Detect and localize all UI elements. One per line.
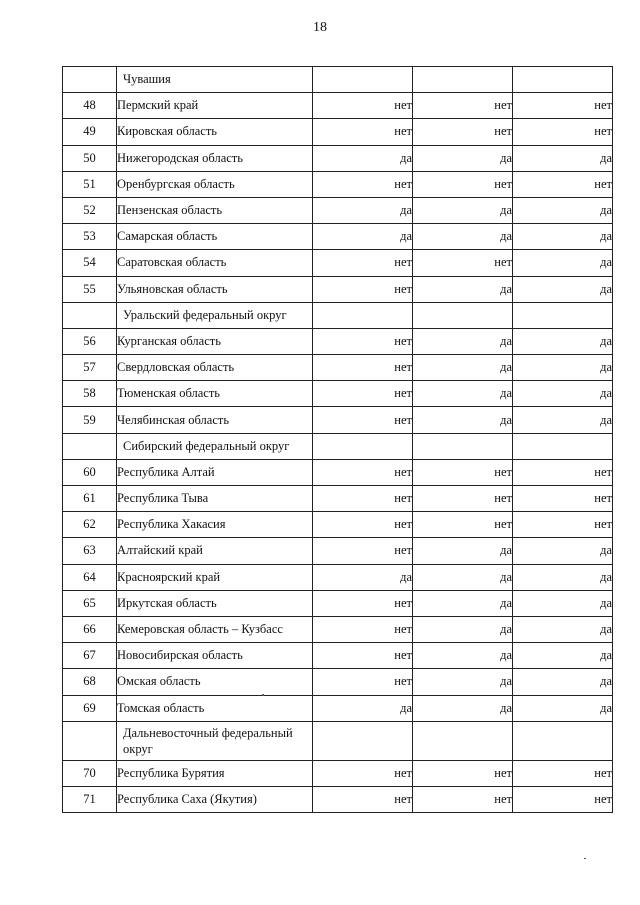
value-cell-1: нет xyxy=(313,119,413,145)
table-row xyxy=(63,669,613,695)
value-cell-2: да xyxy=(413,590,513,616)
value-cell-3: нет xyxy=(513,93,613,119)
value-cell-1: нет xyxy=(313,407,413,433)
table-row xyxy=(63,93,613,119)
row-number-cell: 68 xyxy=(63,669,117,695)
region-name-cell: Республика Саха (Якутия) xyxy=(117,786,313,812)
region-name-cell: Тюменская область xyxy=(117,381,313,407)
value-cell-2: да xyxy=(413,145,513,171)
region-name-cell: Республика Тыва xyxy=(117,486,313,512)
table-row xyxy=(63,590,613,616)
row-number-cell: 70 xyxy=(63,760,117,786)
table-row xyxy=(63,538,613,564)
row-number-cell: 67 xyxy=(63,643,117,669)
value-cell-1: да xyxy=(313,145,413,171)
stray-mark xyxy=(584,858,586,859)
value-cell-3: нет xyxy=(513,786,613,812)
region-name-cell: Иркутская область xyxy=(117,590,313,616)
table-row xyxy=(63,224,613,250)
table-row xyxy=(63,760,613,786)
region-name-cell: Челябинская область xyxy=(117,407,313,433)
table-row xyxy=(63,171,613,197)
value-cell-1: нет xyxy=(313,93,413,119)
row-number-cell: 59 xyxy=(63,407,117,433)
page-number: 18 xyxy=(313,20,327,35)
row-number-cell: 52 xyxy=(63,197,117,223)
region-name-cell: Республика Хакасия xyxy=(117,512,313,538)
row-number-cell xyxy=(63,67,117,93)
value-cell-2: нет xyxy=(413,250,513,276)
region-name-cell: Оренбургская область xyxy=(117,171,313,197)
section-heading-row xyxy=(63,721,613,760)
value-cell-3: да xyxy=(513,328,613,354)
value-cell-2: да xyxy=(413,328,513,354)
region-name-cell: Самарская область xyxy=(117,224,313,250)
table-row xyxy=(63,643,613,669)
value-cell-3: да xyxy=(513,250,613,276)
value-cell-3: нет xyxy=(513,486,613,512)
value-cell-3: да xyxy=(513,564,613,590)
value-cell-2 xyxy=(413,302,513,328)
value-cell-1: нет xyxy=(313,760,413,786)
value-cell-1: нет xyxy=(313,328,413,354)
row-number-cell: 66 xyxy=(63,616,117,642)
value-cell-1: да xyxy=(313,695,413,721)
row-number-cell xyxy=(63,302,117,328)
value-cell-1: нет xyxy=(313,616,413,642)
region-name-cell: Кировская область xyxy=(117,119,313,145)
region-name-cell: Саратовская область xyxy=(117,250,313,276)
value-cell-2: да xyxy=(413,355,513,381)
value-cell-2: да xyxy=(413,538,513,564)
value-cell-1: да xyxy=(313,224,413,250)
table-row xyxy=(63,512,613,538)
regions-table xyxy=(62,66,613,813)
value-cell-2: нет xyxy=(413,512,513,538)
region-name-cell: Томская область xyxy=(117,695,313,721)
value-cell-1 xyxy=(313,67,413,93)
row-number-cell: 56 xyxy=(63,328,117,354)
value-cell-3: да xyxy=(513,669,613,695)
value-cell-2: да xyxy=(413,197,513,223)
value-cell-2 xyxy=(413,433,513,459)
value-cell-2: да xyxy=(413,407,513,433)
value-cell-1: нет xyxy=(313,171,413,197)
value-cell-3: да xyxy=(513,643,613,669)
table-row xyxy=(63,145,613,171)
region-name-cell: Пермский край xyxy=(117,93,313,119)
value-cell-3: да xyxy=(513,197,613,223)
region-name-cell: Красноярский край xyxy=(117,564,313,590)
value-cell-3: да xyxy=(513,538,613,564)
value-cell-3 xyxy=(513,721,613,760)
value-cell-3: да xyxy=(513,381,613,407)
table-row xyxy=(63,564,613,590)
value-cell-1: нет xyxy=(313,355,413,381)
value-cell-2: нет xyxy=(413,93,513,119)
row-number-cell: 54 xyxy=(63,250,117,276)
value-cell-1: нет xyxy=(313,381,413,407)
row-number-cell: 71 xyxy=(63,786,117,812)
row-number-cell: 58 xyxy=(63,381,117,407)
value-cell-3: нет xyxy=(513,459,613,485)
table-row xyxy=(63,407,613,433)
row-number-cell: 53 xyxy=(63,224,117,250)
value-cell-3 xyxy=(513,433,613,459)
value-cell-3: да xyxy=(513,695,613,721)
row-number-cell: 69 xyxy=(63,695,117,721)
value-cell-1 xyxy=(313,433,413,459)
value-cell-1: да xyxy=(313,564,413,590)
row-number-cell: 65 xyxy=(63,590,117,616)
value-cell-1: нет xyxy=(313,786,413,812)
value-cell-2: да xyxy=(413,669,513,695)
table-row xyxy=(63,459,613,485)
value-cell-3: да xyxy=(513,276,613,302)
value-cell-2: да xyxy=(413,564,513,590)
value-cell-2: да xyxy=(413,276,513,302)
value-cell-1: нет xyxy=(313,486,413,512)
row-number-cell xyxy=(63,433,117,459)
value-cell-3: нет xyxy=(513,171,613,197)
value-cell-1: нет xyxy=(313,276,413,302)
value-cell-2: нет xyxy=(413,760,513,786)
value-cell-2: нет xyxy=(413,171,513,197)
table-row xyxy=(63,381,613,407)
value-cell-1: нет xyxy=(313,643,413,669)
value-cell-3: нет xyxy=(513,760,613,786)
value-cell-3: нет xyxy=(513,512,613,538)
value-cell-1: нет xyxy=(313,512,413,538)
section-heading-row xyxy=(63,302,613,328)
row-number-cell: 57 xyxy=(63,355,117,381)
table-row xyxy=(63,695,613,721)
value-cell-2: да xyxy=(413,616,513,642)
value-cell-1: да xyxy=(313,197,413,223)
section-heading-cell: Дальневосточный федеральный округ xyxy=(117,721,313,760)
value-cell-1: нет xyxy=(313,459,413,485)
value-cell-1: нет xyxy=(313,590,413,616)
table-row xyxy=(63,355,613,381)
table-row xyxy=(63,119,613,145)
region-name-cell: Пензенская область xyxy=(117,197,313,223)
row-number-cell: 63 xyxy=(63,538,117,564)
region-name-cell: Республика Алтай xyxy=(117,459,313,485)
value-cell-1 xyxy=(313,302,413,328)
value-cell-1: нет xyxy=(313,669,413,695)
row-number-cell xyxy=(63,721,117,760)
value-cell-2: да xyxy=(413,224,513,250)
table-row xyxy=(63,786,613,812)
table-row xyxy=(63,250,613,276)
row-number-cell: 55 xyxy=(63,276,117,302)
row-number-cell: 60 xyxy=(63,459,117,485)
region-name-cell: Курганская область xyxy=(117,328,313,354)
value-cell-3: да xyxy=(513,616,613,642)
row-number-cell: 48 xyxy=(63,93,117,119)
value-cell-3: да xyxy=(513,590,613,616)
table-row xyxy=(63,616,613,642)
region-name-cell: Свердловская область xyxy=(117,355,313,381)
value-cell-3: да xyxy=(513,224,613,250)
value-cell-3: да xyxy=(513,355,613,381)
row-number-cell: 49 xyxy=(63,119,117,145)
value-cell-1: нет xyxy=(313,538,413,564)
region-name-cell: Омская область xyxy=(117,669,313,695)
value-cell-3: да xyxy=(513,145,613,171)
row-number-cell: 61 xyxy=(63,486,117,512)
value-cell-2: нет xyxy=(413,459,513,485)
row-number-cell: 51 xyxy=(63,171,117,197)
value-cell-2: нет xyxy=(413,486,513,512)
region-name-cell: Ульяновская область xyxy=(117,276,313,302)
section-heading-cell: Сибирский федеральный округ xyxy=(117,433,313,459)
row-number-cell: 50 xyxy=(63,145,117,171)
row-number-cell: 62 xyxy=(63,512,117,538)
value-cell-3 xyxy=(513,302,613,328)
value-cell-1 xyxy=(313,721,413,760)
value-cell-2: да xyxy=(413,695,513,721)
section-heading-row xyxy=(63,67,613,93)
section-heading-cell: Чувашия xyxy=(117,67,313,93)
value-cell-2: нет xyxy=(413,119,513,145)
value-cell-2 xyxy=(413,67,513,93)
value-cell-3: да xyxy=(513,407,613,433)
regions-table-body xyxy=(63,67,613,813)
section-heading-row xyxy=(63,433,613,459)
table-row xyxy=(63,276,613,302)
region-name-cell: Алтайский край xyxy=(117,538,313,564)
table-row xyxy=(63,486,613,512)
table-row xyxy=(63,197,613,223)
value-cell-2: да xyxy=(413,381,513,407)
section-heading-cell: Уральский федеральный округ xyxy=(117,302,313,328)
region-name-cell: Кемеровская область – Кузбасс xyxy=(117,616,313,642)
value-cell-2 xyxy=(413,721,513,760)
region-name-cell: Нижегородская область xyxy=(117,145,313,171)
row-number-cell: 64 xyxy=(63,564,117,590)
table-row xyxy=(63,328,613,354)
value-cell-3: нет xyxy=(513,119,613,145)
value-cell-2: да xyxy=(413,643,513,669)
value-cell-2: нет xyxy=(413,786,513,812)
stray-mark xyxy=(262,694,264,696)
region-name-cell: Новосибирская область xyxy=(117,643,313,669)
value-cell-3 xyxy=(513,67,613,93)
region-name-cell: Республика Бурятия xyxy=(117,760,313,786)
value-cell-1: нет xyxy=(313,250,413,276)
